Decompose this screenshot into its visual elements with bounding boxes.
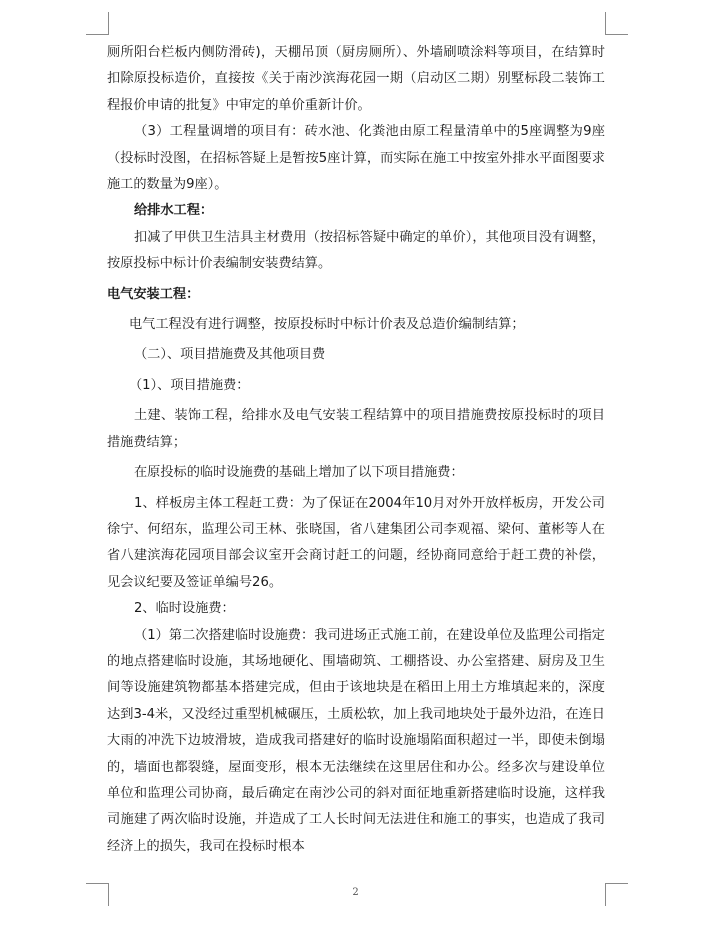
crop-mark-top-right — [605, 12, 628, 35]
document-body — [107, 40, 605, 860]
page-number: 2 — [352, 887, 359, 898]
paragraph-rush-fee: 1、样板房主体工程赶工费：为了保证在2004年10月对外开放样板房，开发公司徐宁、何绍东，监理公司王林、张晓国，省八建集团公司李观福、梁何、董彬等人在省八建滨海花园项目部会议室开会商讨赶工的问题，经协商同意给于赶工费的补偿，见会议纪要及签证单编号26。 — [107, 495, 605, 590]
heading-temporary-facilities: 2、临时设施费： — [134, 601, 235, 617]
crop-mark-top-left — [86, 12, 109, 35]
paragraph-water-supply: 扣减了甲供卫生洁具主材费用（按招标答疑中确定的单价），其他项目没有调整，按原投标中标计价表编制安装费结算。 — [107, 229, 605, 272]
paragraph-quantity-increase: （3）工程量调增的项目有：砖水池、化粪池由原工程量清单中的5座调整为9座（投标时没图，在招标答疑上是暂按5座计算，而实际在施工中按室外排水平面图要求施工的数量为9座）。 — [107, 124, 605, 193]
section-heading-measures: （二）、项目措施费及其他项目费 — [134, 347, 326, 363]
paragraph-additional-measures: 在原投标的临时设施费的基础上增加了以下项目措施费： — [134, 465, 464, 481]
subsection-heading-measures: （1）、项目措施费： — [129, 377, 250, 393]
paragraph-continuation: 厕所阳台栏板内侧防滑砖)，天棚吊顶（厨房厕所）、外墙刷喷涂料等项目，在结算时扣除原投标造价，直接按《关于南沙滨海花园一期（启动区二期）别墅标段二装饰工程报价申请的批复》中审定的单价重新计价。 — [107, 45, 605, 113]
heading-water-supply: 给排水工程： — [134, 203, 214, 219]
paragraph-electrical: 电气工程没有进行调整，按原投标时中标计价表及总造价编制结算； — [129, 317, 525, 333]
heading-electrical: 电气安装工程： — [107, 286, 200, 302]
paragraph-measures-settlement: 土建、装饰工程，给排水及电气安装工程结算中的项目措施费按原投标时的项目措施费结算； — [107, 408, 605, 450]
paragraph-temporary-facilities: （1）第二次搭建临时设施费：我司进场正式施工前，在建设单位及监理公司指定的地点搭建临时设施，其场地硬化、围墙砌筑、工棚搭设、办公室搭建、厨房及卫生间等设施建筑物都基本搭建完成，但由于该地块是在稻田上用土方堆填起来的，深度达到3-4米，又没经过重型机械碾压，土质松软，加上我司地块处于最外边沿，在连日大雨的冲洗下边坡滑坡，造成我司搭建好的临时设施塌陷面积超过一半，即使未倒塌的，墙面也都裂缝，屋面变形，根本无法继续在这里居住和办公。经多次与建设单位单位和监理公司协商，最后确定在南沙公司的斜对面征地重新搭建临时设施，这样我司施建了两次临时设施，并造成了工人长时间无法进住和施工的事实，也造成了我司经济上的损失，我司在投标时根本 — [107, 627, 605, 854]
